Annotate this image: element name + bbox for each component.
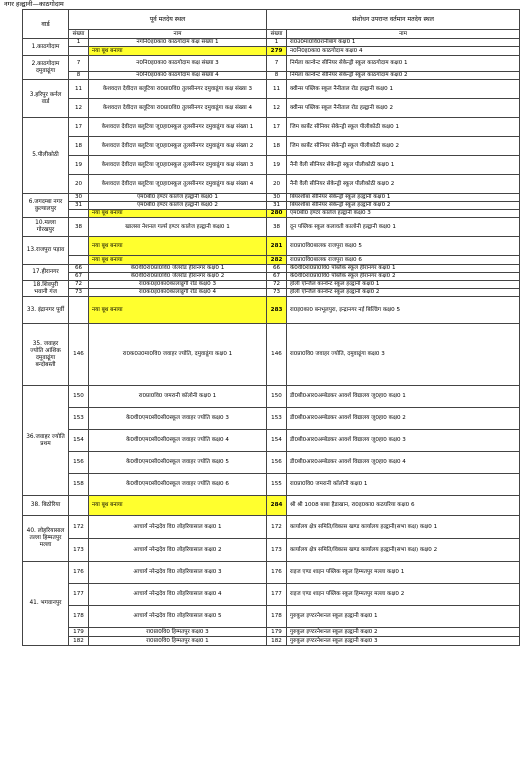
ward-cell: 38. बिठोरिया xyxy=(23,496,69,516)
new-booth-name: बियरशीबा सीनियर सेकेन्ड्री स्कूल हल्द्वानी कक्ष0 1 xyxy=(287,194,520,202)
old-booth-name: आचार्य नरेन्द्रदेव वि0 लोहरियासाल कक्ष0 1 xyxy=(89,516,267,539)
old-booth-number: 158 xyxy=(69,474,89,496)
new-booth-name: डी0बी0आर0अम्बेडकर आवर्श विद्यालय जू0हा0 कक्ष0 1 xyxy=(287,386,520,408)
old-booth-number: 67 xyxy=(69,273,89,281)
old-booth-name: रा0प्रा0वि0 जमरानी कॉलोनी कक्ष0 1 xyxy=(89,386,267,408)
new-booth-number: 281 xyxy=(267,237,287,256)
old-booth-number xyxy=(69,496,89,516)
old-booth-number: 8 xyxy=(69,72,89,80)
new-booth-number: 7 xyxy=(267,56,287,72)
table-row xyxy=(23,80,520,99)
new-booth-name: होली एन्जिल कान्वेन्ट स्कूल हल्द्वानी कक्ष0 1 xyxy=(287,281,520,289)
new-booth-name: दून पब्लिक स्कूल कलावती कालोनी हल्द्वानी कक्ष0 1 xyxy=(287,218,520,237)
new-booth-name: कार्यालय क्षेत्र समिति/विकास खण्ड कार्यालय हल्द्वानी(सभा कक्ष) कक्ष0 1 xyxy=(287,516,520,539)
new-booth-number: 18 xyxy=(267,137,287,156)
new-booth-number: 17 xyxy=(267,118,287,137)
old-booth-name: खालसा नेशनल गर्ल्स इण्टर कालेज हल्द्वानी कक्ष0 1 xyxy=(89,218,267,237)
new-booth-number: 282 xyxy=(267,256,287,265)
new-booth-name: जिम कार्बेट सीनियर सेकेन्ड्री स्कूल पीलीकोठी कक्ष0 2 xyxy=(287,137,520,156)
table-row xyxy=(23,265,520,273)
new-booth-name: बियरशीबा सीनियर सेकेन्ड्री स्कूल हल्द्वानी कक्ष0 2 xyxy=(287,202,520,210)
old-booth-name: केशवदत्त देवीदत्त बलूटिया जू0हा0स्कूल तुलसीनगर दमुवाढूंगा कक्ष संख्या 1 xyxy=(89,118,267,137)
ward-cell: 5.पीलीकोठी xyxy=(23,118,69,194)
old-booth-number: 7 xyxy=(69,56,89,72)
table-row xyxy=(23,324,520,386)
old-booth-name: नगनि0इ0का0 काठगोदाम कक्ष संख्या 1 xyxy=(89,39,267,47)
old-booth-name: एम0बी0 इण्टर कालेज हल्द्वानी कक्ष0 1 xyxy=(89,194,267,202)
new-booth-number: 12 xyxy=(267,99,287,118)
table-row xyxy=(23,289,520,297)
old-booth-number: 66 xyxy=(69,265,89,273)
table-row xyxy=(23,606,520,628)
ward-cell: 33. इंद्रानगर पूर्वी xyxy=(23,297,69,324)
old-booth-name: के0वी0रा0प्रा0वि0 जेलरोड हीरानगर कक्ष0 2 xyxy=(89,273,267,281)
header-old-number: संख्या xyxy=(69,30,89,39)
page-title: नगर हल्द्वानी—काठगोदाम xyxy=(4,0,64,8)
table-row xyxy=(23,194,520,202)
table-row xyxy=(23,273,520,281)
new-booth-number: 178 xyxy=(267,606,287,628)
old-booth-name: आचार्य नरेन्द्रदेव वि0 लोहरियासाल कक्ष0 5 xyxy=(89,606,267,628)
old-booth-number xyxy=(69,256,89,265)
old-booth-name: केशवदत्त देवीदत्त बलूटिया जू0हा0स्कूल तुलसीनगर दमुवाढूंगा कक्ष संख्या 3 xyxy=(89,156,267,175)
table-row xyxy=(23,237,520,256)
old-booth-number: 17 xyxy=(69,118,89,137)
table-row xyxy=(23,539,520,562)
old-booth-name: आचार्य नरेन्द्रदेव वि0 लोहरियासाल कक्ष0 3 xyxy=(89,562,267,584)
new-booth-number: 73 xyxy=(267,289,287,297)
new-booth-name: डी0बी0आर0अम्बेडकर आवर्श विद्यालय जू0हा0 कक्ष0 4 xyxy=(287,452,520,474)
old-booth-number: 18 xyxy=(69,137,89,156)
old-booth-number: 12 xyxy=(69,99,89,118)
table-row xyxy=(23,408,520,430)
old-booth-number: 146 xyxy=(69,324,89,386)
old-booth-name: नया बूथ बनाया xyxy=(89,47,267,56)
polling-booth-table xyxy=(22,9,520,646)
table-row xyxy=(23,516,520,539)
old-booth-number: 172 xyxy=(69,516,89,539)
table-row xyxy=(23,210,520,218)
table-row xyxy=(23,137,520,156)
ward-cell: 1.काठगोदाम xyxy=(23,39,69,56)
new-booth-name: श्री श्री 1008 बाबा हैडाखान, रा0इ0का0 कठघरिया कक्ष0 6 xyxy=(287,496,520,516)
new-booth-number: 156 xyxy=(267,452,287,474)
new-booth-number: 172 xyxy=(267,516,287,539)
table-row xyxy=(23,56,520,72)
new-booth-number: 150 xyxy=(267,386,287,408)
new-booth-name: रा0प्रा0वि0बालक राजपुरा कक्ष0 6 xyxy=(287,256,520,265)
new-booth-name: रा0प्रा0वि0 जमरानी कॉलोनी कक्ष0 1 xyxy=(287,474,520,496)
old-booth-name: नया बूथ बनाया xyxy=(89,297,267,324)
old-booth-name: नया बूथ बनाया xyxy=(89,256,267,265)
new-booth-number: 11 xyxy=(267,80,287,99)
old-booth-number: 182 xyxy=(69,637,89,646)
table-row xyxy=(23,281,520,289)
old-booth-name: नया बूथ बनाया xyxy=(89,210,267,218)
new-booth-number: 66 xyxy=(267,265,287,273)
old-booth-number: 31 xyxy=(69,202,89,210)
new-booth-name: रा0उ0मा0वि0रानीबाग कक्ष0 1 xyxy=(287,39,520,47)
old-booth-number: 30 xyxy=(69,194,89,202)
new-booth-name: गुरुकुल इण्टरनेशनल स्कूल हल्द्वानी कक्ष0 1 xyxy=(287,606,520,628)
old-booth-name: नया बूथ बनाया xyxy=(89,237,267,256)
table-row xyxy=(23,118,520,137)
new-booth-number: 146 xyxy=(267,324,287,386)
old-booth-number: 150 xyxy=(69,386,89,408)
old-booth-number: 154 xyxy=(69,430,89,452)
ward-cell: 41. भगवानपुर xyxy=(23,562,69,646)
new-booth-name: क्वीन्स पब्लिक स्कूल नैनीताल रोड हल्द्वानी कक्ष0 1 xyxy=(287,80,520,99)
old-booth-name: नया बूथ बनाया xyxy=(89,496,267,516)
old-booth-name: के0वी0एम0सी0सी0स्कूल जवाहर ज्योति कक्ष0 4 xyxy=(89,430,267,452)
old-booth-name: के0वी0रा0प्रा0वि0 जेलरोड हीरानगर कक्ष0 1 xyxy=(89,265,267,273)
old-booth-name: के0वी0एम0सी0सी0स्कूल जवाहर ज्योति कक्ष0 6 xyxy=(89,474,267,496)
new-booth-name: होली एन्जिल कान्वेन्ट स्कूल हल्द्वानी कक्ष0 2 xyxy=(287,289,520,297)
table-row xyxy=(23,386,520,408)
new-booth-name: कार्यालय क्षेत्र समिति/विकास खण्ड कार्यालय हल्द्वानी(सभा कक्ष) कक्ष0 2 xyxy=(287,539,520,562)
ward-cell: 6.जगदम्बा नगर कुल्यालपुर xyxy=(23,194,69,218)
old-booth-number: 179 xyxy=(69,628,89,637)
new-booth-name: के0वी0रा0प्रा0वि0 पब्लिक स्कूल हीरानगर कक्ष0 2 xyxy=(287,273,520,281)
header-new-name: नाम xyxy=(287,30,520,39)
header-ward: वार्ड xyxy=(23,10,69,39)
old-booth-name: केशवदत्त देवीदत्त बलूटिया रा0प्रा0वि0 तुलसीनगर दमुवाढूंगा कक्ष संख्या 3 xyxy=(89,80,267,99)
old-booth-name: आचार्य नरेन्द्रदेव वि0 लोहरियासाल कक्ष0 2 xyxy=(89,539,267,562)
old-booth-number: 20 xyxy=(69,175,89,194)
new-booth-name: नैनी वैली सीनियर सेकेन्ड्री स्कूल पीलीकोठी कक्ष0 1 xyxy=(287,156,520,175)
new-booth-number: 176 xyxy=(267,562,287,584)
new-booth-number: 8 xyxy=(267,72,287,80)
old-booth-number: 176 xyxy=(69,562,89,584)
ward-cell: 10.मल्ला गोरखपुर xyxy=(23,218,69,237)
new-booth-number: 279 xyxy=(267,47,287,56)
new-booth-name: निर्मला कान्वेन्ट सीनियर सेकेन्ड्री स्कूल काठगोदाम कक्ष0 1 xyxy=(287,56,520,72)
new-booth-name: न0नि0इ0का0 काठगोदाम कक्ष0 4 xyxy=(287,47,520,56)
new-booth-number: 19 xyxy=(267,156,287,175)
new-booth-name: क्वीन्स पब्लिक स्कूल नैनीताल रोड हल्द्वानी कक्ष0 2 xyxy=(287,99,520,118)
new-booth-number: 1 xyxy=(267,39,287,47)
old-booth-number: 1 xyxy=(69,39,89,47)
old-booth-name: एम0बी0 इण्टर कालेज हल्द्वानी कक्ष0 2 xyxy=(89,202,267,210)
new-booth-name: नैनी वैली सीनियर सेकेन्ड्री स्कूल पीलीकोठी कक्ष0 2 xyxy=(287,175,520,194)
new-booth-name: राइज एण्ड शाइन पब्लिक स्कूल हिम्मतपुर मल्ला कक्ष0 2 xyxy=(287,584,520,606)
old-booth-name: रा0प्रा0वि0 हिम्मतपुर कक्ष0 3 xyxy=(89,628,267,637)
table-body xyxy=(23,39,520,646)
new-booth-number: 72 xyxy=(267,281,287,289)
new-booth-number: 67 xyxy=(267,273,287,281)
new-booth-number: 31 xyxy=(267,202,287,210)
new-booth-name: डी0बी0आर0अम्बेडकर आवर्श विद्यालय जू0हा0 कक्ष0 3 xyxy=(287,430,520,452)
table-row xyxy=(23,39,520,47)
new-booth-number: 283 xyxy=(267,297,287,324)
table-row xyxy=(23,584,520,606)
header-old-name: नाम xyxy=(89,30,267,39)
new-booth-number: 173 xyxy=(267,539,287,562)
new-booth-name: रा0प्रा0वि0बालक राजपुरा कक्ष0 5 xyxy=(287,237,520,256)
old-booth-name: रा0प्रा0वि0 हिम्मतपुर कक्ष0 1 xyxy=(89,637,267,646)
new-booth-number: 280 xyxy=(267,210,287,218)
table-row xyxy=(23,452,520,474)
old-booth-name: रा0क0इ0का0कालाढूंगी रोड कक्ष0 4 xyxy=(89,289,267,297)
ward-cell: 13.राजपुरा पड़ाव xyxy=(23,237,69,265)
table-row xyxy=(23,430,520,452)
new-booth-number: 30 xyxy=(267,194,287,202)
old-booth-number xyxy=(69,297,89,324)
table-row xyxy=(23,297,520,324)
new-booth-name: रा0प्रा0वि0 जवाहर ज्योति, दमुवाढूंगा कक्ष0 3 xyxy=(287,324,520,386)
old-booth-number: 19 xyxy=(69,156,89,175)
old-booth-number: 178 xyxy=(69,606,89,628)
old-booth-name: केशवदत्त देवीदत्त बलूटिया जू0हा0स्कूल तुलसीनगर दमुवाढूंगा कक्ष संख्या 2 xyxy=(89,137,267,156)
table-row xyxy=(23,99,520,118)
old-booth-name: केशवदत्त देवीदत्त बलूटिया जू0हा0स्कूल तुलसीनगर दमुवाढूंगा कक्ष संख्या 4 xyxy=(89,175,267,194)
old-booth-number: 38 xyxy=(69,218,89,237)
old-booth-number: 156 xyxy=(69,452,89,474)
new-booth-name: निर्मला कान्वेन्ट सीनियर सेकेन्ड्री स्कूल काठगोदाम कक्ष0 2 xyxy=(287,72,520,80)
old-booth-name: के0वी0एम0सी0सी0स्कूल जवाहर ज्योति कक्ष0 3 xyxy=(89,408,267,430)
new-booth-name: डी0बी0आर0अम्बेडकर आवर्श विद्यालय जू0हा0 कक्ष0 2 xyxy=(287,408,520,430)
table-row xyxy=(23,256,520,265)
table-row xyxy=(23,47,520,56)
ward-cell: 40. लोहरियासाल तल्ला हिम्मतपुर मल्ला xyxy=(23,516,69,562)
old-booth-name: रा0क0उ0मा0वि0 जवाहर ज्योति, दमुवाढूंगा कक्ष0 1 xyxy=(89,324,267,386)
header-new-booth: संशोधन उपरान्त वर्तमान मतदेय स्थल xyxy=(267,10,520,30)
table-row xyxy=(23,562,520,584)
ward-cell: 2.काठगोदाम दमुवाढूंगा xyxy=(23,56,69,80)
ward-cell: 3.हरिपुर कर्नल वार्ड xyxy=(23,80,69,118)
ward-cell: 17.हीरानगर xyxy=(23,265,69,281)
new-booth-name: राइज एण्ड शाइन पब्लिक स्कूल हिम्मतपुर मल्ला कक्ष0 1 xyxy=(287,562,520,584)
old-booth-name: के0वी0एम0सी0सी0स्कूल जवाहर ज्योति कक्ष0 5 xyxy=(89,452,267,474)
table-row xyxy=(23,202,520,210)
table-row xyxy=(23,637,520,646)
new-booth-number: 20 xyxy=(267,175,287,194)
old-booth-number: 173 xyxy=(69,539,89,562)
new-booth-number: 179 xyxy=(267,628,287,637)
old-booth-name: रा0क0इ0का0कालाढूंगी रोड कक्ष0 3 xyxy=(89,281,267,289)
table-row xyxy=(23,474,520,496)
table-row xyxy=(23,218,520,237)
old-booth-name: न0नि0इ0का0 काठगोदाम कक्ष संख्या 4 xyxy=(89,72,267,80)
header-old-booth: पूर्व मतदेय स्थल xyxy=(69,10,267,30)
header-new-number: संख्या xyxy=(267,30,287,39)
old-booth-name: केशवदत्त देवीदत्त बलूटिया रा0प्रा0वि0 तुलसीनगर दमुवाढूंगा कक्ष संख्या 4 xyxy=(89,99,267,118)
old-booth-number: 72 xyxy=(69,281,89,289)
old-booth-number xyxy=(69,210,89,218)
new-booth-number: 154 xyxy=(267,430,287,452)
table-row xyxy=(23,628,520,637)
new-booth-number: 284 xyxy=(267,496,287,516)
new-booth-name: गुरुकुल इण्टरनेशनल स्कूल हल्द्वानी कक्ष0 2 xyxy=(287,628,520,637)
table-row xyxy=(23,496,520,516)
old-booth-number xyxy=(69,47,89,56)
new-booth-name: के0वी0रा0प्रा0वि0 पब्लिक स्कूल हीरानगर कक्ष0 1 xyxy=(287,265,520,273)
new-booth-name: एम0बी0 इण्टर कालेज हल्द्वानी कक्ष0 3 xyxy=(287,210,520,218)
old-booth-number xyxy=(69,237,89,256)
new-booth-name: जिम कार्बेट सीनियर सेकेन्ड्री स्कूल पीलीकोठी कक्ष0 1 xyxy=(287,118,520,137)
new-booth-number: 182 xyxy=(267,637,287,646)
table-row xyxy=(23,156,520,175)
old-booth-number: 11 xyxy=(69,80,89,99)
ward-cell: 35. जवाहर ज्योति आंशिक दमुवाढूंगा बन्दोबस्ती xyxy=(23,324,69,386)
new-booth-number: 153 xyxy=(267,408,287,430)
old-booth-name: आचार्य नरेन्द्रदेव वि0 लोहरियासाल कक्ष0 4 xyxy=(89,584,267,606)
old-booth-number: 73 xyxy=(69,289,89,297)
old-booth-number: 177 xyxy=(69,584,89,606)
new-booth-number: 155 xyxy=(267,474,287,496)
old-booth-name: न0नि0इ0का0 काठगोदाम कक्ष संख्या 3 xyxy=(89,56,267,72)
new-booth-number: 177 xyxy=(267,584,287,606)
table-row xyxy=(23,175,520,194)
ward-cell: 18.शिवपुरी भवानी गंज xyxy=(23,281,69,297)
table-row xyxy=(23,72,520,80)
old-booth-number: 153 xyxy=(69,408,89,430)
new-booth-number: 38 xyxy=(267,218,287,237)
ward-cell: 36.जवाहर ज्योति प्रथम xyxy=(23,386,69,496)
new-booth-name: रा0इ0का0 बनभूलपुरा, इन्द्रानगर नई बिल्डिंग कक्ष0 5 xyxy=(287,297,520,324)
new-booth-name: गुरुकुल इण्टरनेशनल स्कूल हल्द्वानी कक्ष0 3 xyxy=(287,637,520,646)
